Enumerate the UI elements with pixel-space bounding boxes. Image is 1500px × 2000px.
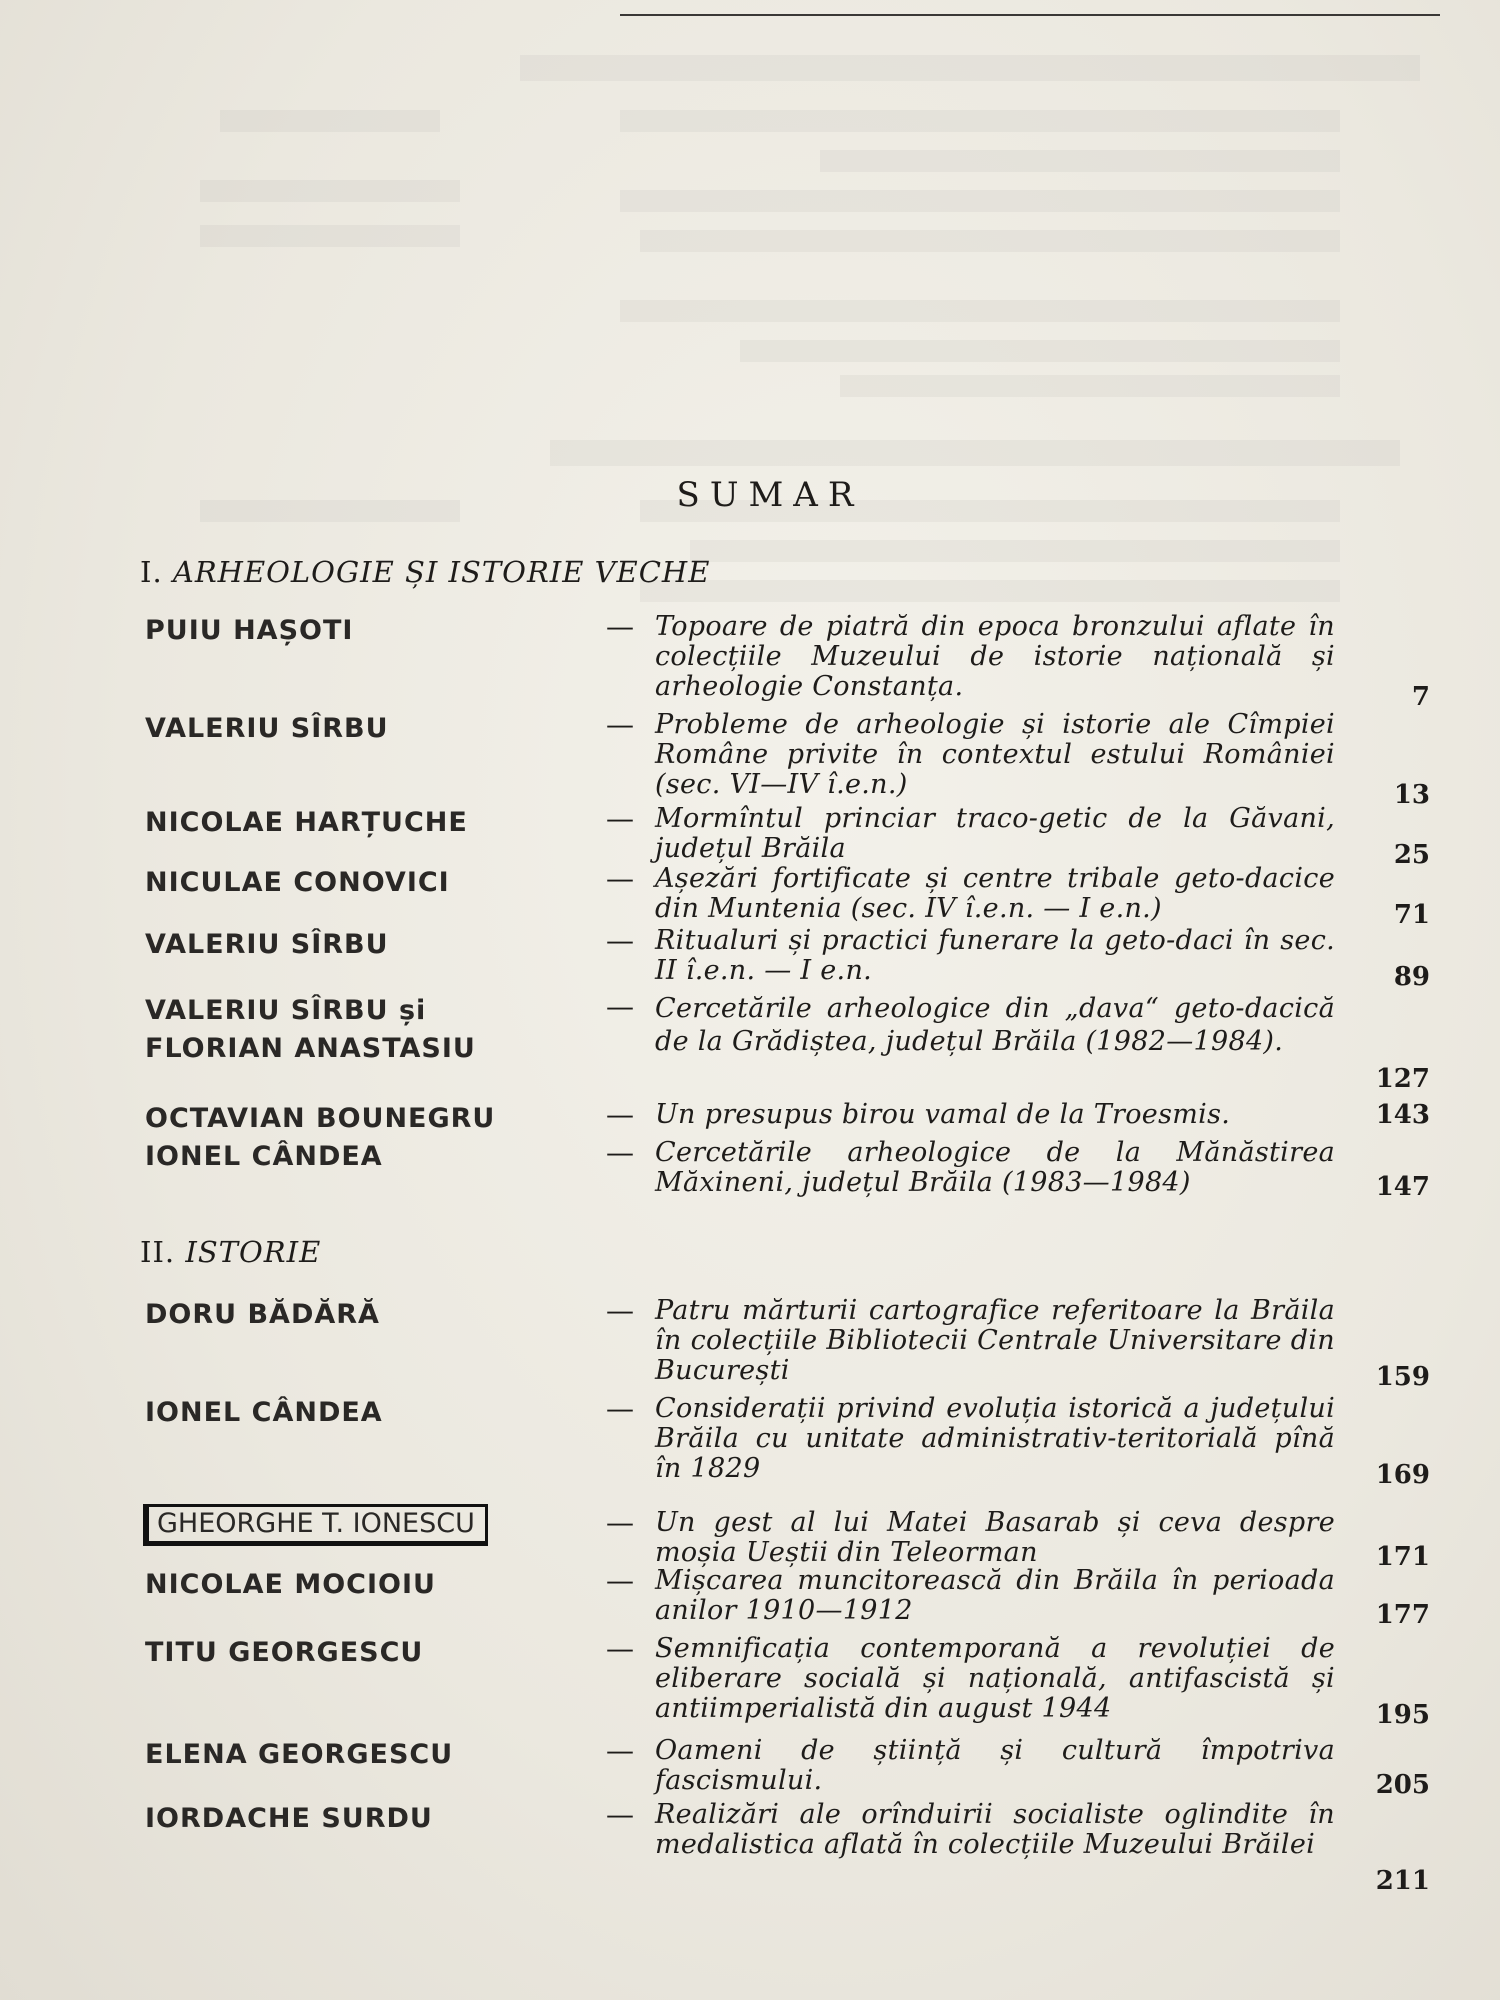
entry-page: 143: [1375, 1100, 1430, 1130]
entry-page: 71: [1393, 900, 1430, 930]
section-number: I.: [140, 555, 163, 589]
entry-page: 7: [1411, 682, 1430, 712]
section-heading-1: [140, 555, 710, 589]
bleed-through-shadow: [0, 0, 1500, 700]
entry-page: 169: [1375, 1460, 1430, 1490]
entry-author: DORU BĂDĂRĂ: [145, 1299, 380, 1330]
entry-author: PUIU HAȘOTI: [145, 615, 354, 646]
entry-title: Mormîntul princiar traco-getic de la Găvani, județul Brăila: [655, 803, 1335, 864]
entry-page: 171: [1375, 1542, 1430, 1572]
section-name: ISTORIE: [185, 1235, 322, 1269]
entry-title: Semnificația contemporană a revoluției de eliberare socială și națională, antifascistă și antiimperialistă din august 1944: [655, 1633, 1335, 1724]
entry-title: Topoare de piatră din epoca bronzului aflate în colecțiile Muzeului de istorie națională și arheologie Constanța.: [655, 611, 1335, 702]
entry-author: NICOLAE HARȚUCHE: [145, 807, 468, 838]
section-name: ARHEOLOGIE ȘI ISTORIE VECHE: [172, 555, 711, 589]
entry-title: Cercetările arheologice din „dava“ geto-dacică de la Grădiștea, județul Brăila (1982—1984).: [655, 993, 1335, 1057]
entry-author: VALERIU SÎRBU: [145, 929, 389, 960]
entry-title: Ritualuri și practici funerare la geto-daci în sec. II î.e.n. — I e.n.: [655, 925, 1335, 986]
entry-dash: —: [606, 1798, 634, 1831]
entry-page: 147: [1375, 1172, 1430, 1202]
entry-dash: —: [606, 610, 634, 643]
entry-dash: —: [606, 990, 634, 1023]
entry-title: Patru mărturii cartografice referitoare la Brăila în colecțiile Bibliotecii Centrale Universitare din București: [655, 1295, 1335, 1386]
entry-title: Un presupus birou vamal de la Troesmis.: [655, 1099, 1231, 1130]
entry-dash: —: [606, 1294, 634, 1327]
section-heading-2: [140, 1235, 321, 1269]
top-rule: [620, 0, 1440, 16]
entry-dash: —: [606, 924, 634, 957]
entry-author: VALERIU SÎRBU și FLORIAN ANASTASIU: [145, 995, 476, 1064]
page-title: SUMAR: [676, 475, 864, 515]
entry-page: 13: [1393, 780, 1430, 810]
entry-author: IONEL CÂNDEA: [145, 1141, 383, 1172]
entry-page: 211: [1375, 1866, 1430, 1896]
entry-author-highlighted: GHEORGHE T. IONESCU: [143, 1504, 488, 1546]
entry-title: Cercetările arheologice de la Mănăstirea Măxineni, județul Brăila (1983—1984): [655, 1137, 1335, 1198]
entry-page: 25: [1393, 840, 1430, 870]
entry-dash: —: [606, 1506, 634, 1539]
entry-title: Probleme de arheologie și istorie ale Cîmpiei Române privite în contextul estului României (sec. VI—IV î.e.n.): [655, 709, 1335, 800]
entry-page: 89: [1393, 962, 1430, 992]
entry-dash: —: [606, 708, 634, 741]
entry-dash: —: [606, 1564, 634, 1597]
entry-author: OCTAVIAN BOUNEGRU: [145, 1103, 496, 1134]
entry-author: ELENA GEORGESCU: [145, 1739, 454, 1770]
entry-page: 177: [1375, 1600, 1430, 1630]
entry-title: Considerații privind evoluția istorică a județului Brăila cu unitate administrativ-teritorială pînă în 1829: [655, 1393, 1335, 1484]
entry-title: Mișcarea muncitorească din Brăila în perioada anilor 1910—1912: [655, 1565, 1335, 1626]
entry-author: VALERIU SÎRBU: [145, 713, 389, 744]
entry-author: IORDACHE SURDU: [145, 1803, 433, 1834]
entry-page: 205: [1375, 1770, 1430, 1800]
entry-title: Oameni de știință și cultură împotriva fascismului.: [655, 1735, 1335, 1796]
section-number: II.: [140, 1235, 176, 1269]
entry-dash: —: [606, 1098, 634, 1131]
entry-author: TITU GEORGESCU: [145, 1637, 424, 1668]
entry-dash: —: [606, 1632, 634, 1665]
entry-page: 159: [1375, 1362, 1430, 1392]
entry-dash: —: [606, 862, 634, 895]
entry-page: 195: [1375, 1700, 1430, 1730]
entry-title: Așezări fortificate și centre tribale geto-dacice din Muntenia (sec. IV î.e.n. — I e.n.): [655, 863, 1335, 924]
entry-dash: —: [606, 1136, 634, 1169]
entry-page: 127: [1375, 1064, 1430, 1094]
entry-dash: —: [606, 1392, 634, 1425]
entry-title: Un gest al lui Matei Basarab și ceva despre moșia Ueștii din Teleorman: [655, 1507, 1335, 1568]
entry-dash: —: [606, 1734, 634, 1767]
entry-author: IONEL CÂNDEA: [145, 1397, 383, 1428]
entry-title: Realizări ale orînduirii socialiste oglindite în medalistica aflată în colecțiile Muzeului Brăilei: [655, 1799, 1335, 1860]
entry-author: NICULAE CONOVICI: [145, 867, 450, 898]
entry-author: NICOLAE MOCIOIU: [145, 1569, 436, 1600]
entry-dash: —: [606, 802, 634, 835]
